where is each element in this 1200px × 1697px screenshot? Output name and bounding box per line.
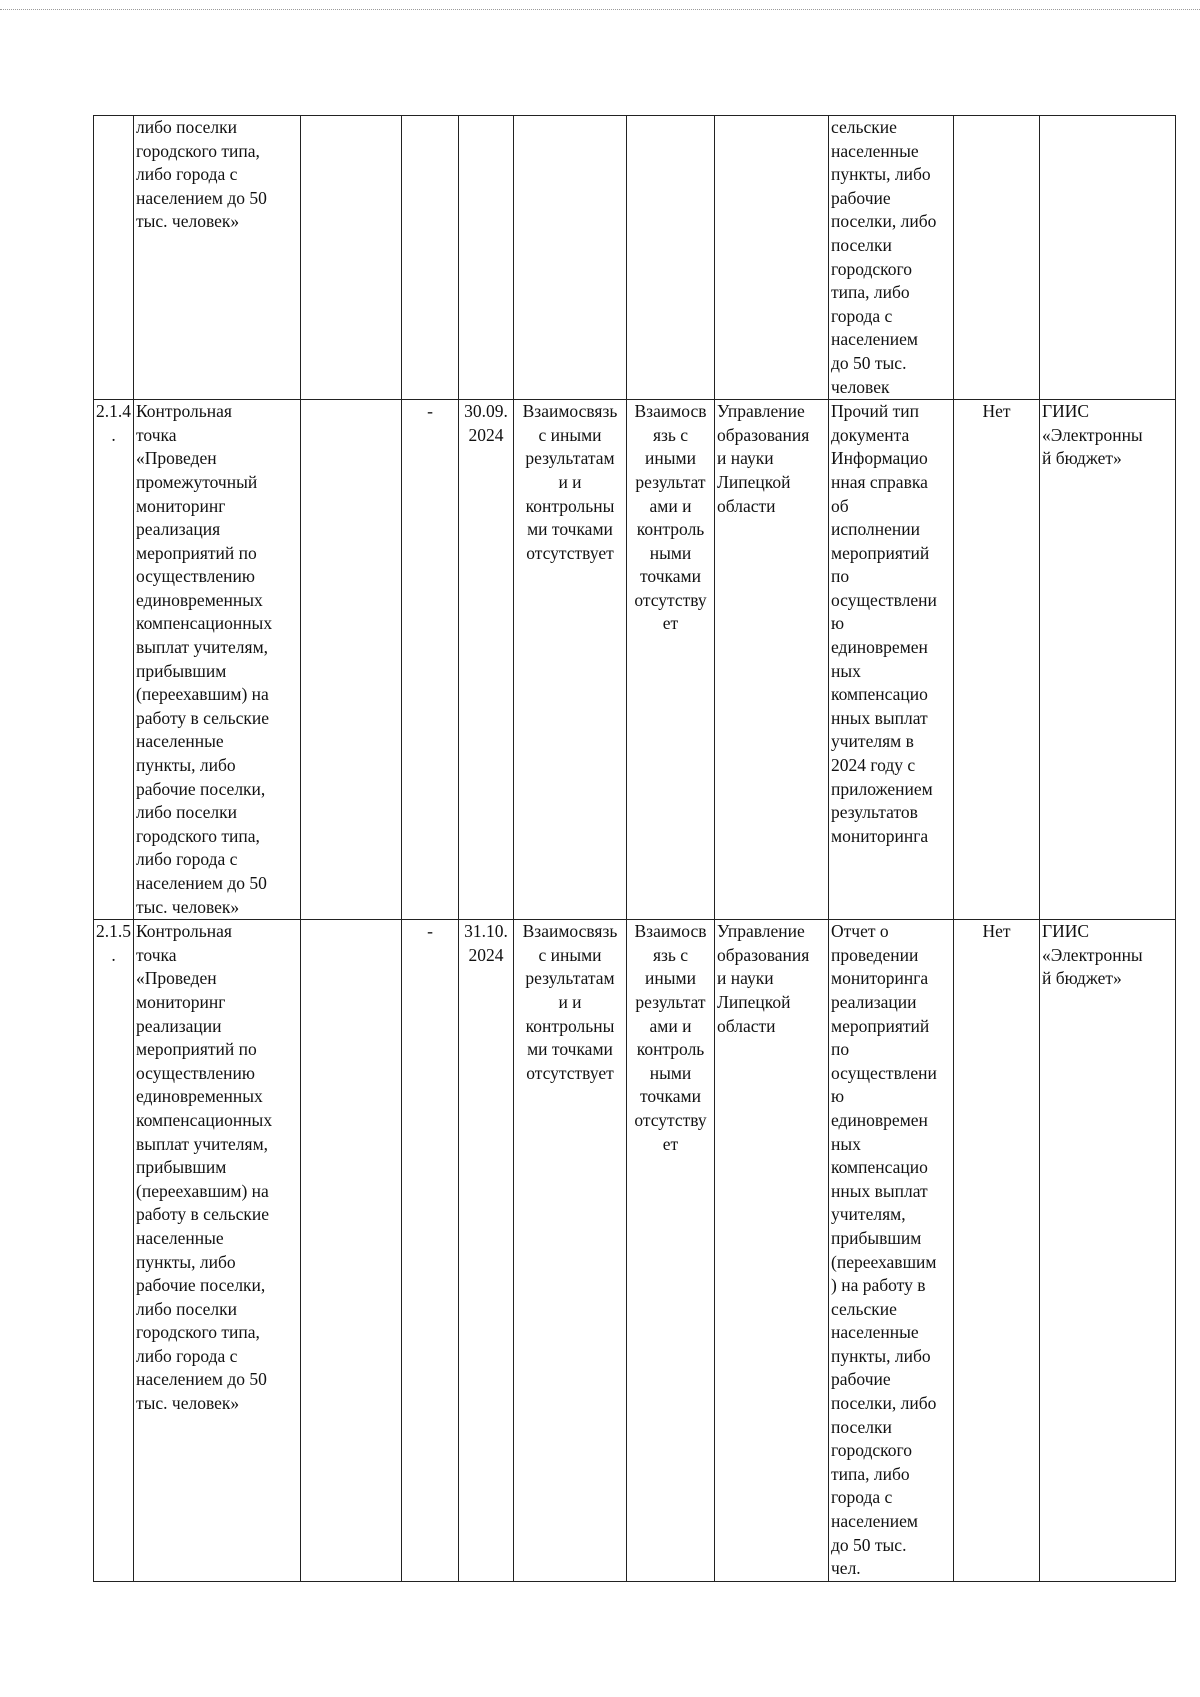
link-results-cell-2: Взаимосв язь с иными результат ами и контроль ными точками отсутству ет xyxy=(627,920,715,1582)
row-number-cell: 2.1.4 . xyxy=(94,400,134,920)
responsible-cell: Управление образования и науки Липецкой области xyxy=(715,400,829,920)
flag-cell xyxy=(954,116,1040,400)
information-system-cell: ГИИС «Электронны й бюджет» xyxy=(1040,400,1176,920)
control-point-name-cell: либо поселки городского типа, либо города с населением до 50 тыс. человек» xyxy=(134,116,301,400)
document-type-cell: сельские населенные пункты, либо рабочие поселки, либо поселки городского типа, либо города с населением до 50 тыс. человек xyxy=(829,116,954,400)
flag-cell: Нет xyxy=(954,920,1040,1582)
information-system-cell: ГИИС «Электронны й бюджет» xyxy=(1040,920,1176,1582)
empty-cell xyxy=(301,400,402,920)
responsible-cell: Управление образования и науки Липецкой области xyxy=(715,920,829,1582)
dash-cell xyxy=(402,116,459,400)
date-cell: 30.09. 2024 xyxy=(459,400,514,920)
link-results-cell-2 xyxy=(627,116,715,400)
control-points-table xyxy=(93,115,1176,1582)
document-type-cell: Прочий тип документа Информацио нная справка об исполнении мероприятий по осуществлени ю единовремен ных компенсацио нных выплат учителям в 2024 году с приложением результатов мониторинга xyxy=(829,400,954,920)
link-results-cell: Взаимосвязь с иными результатам и и контрольны ми точками отсутствует xyxy=(514,920,627,1582)
dash-cell: - xyxy=(402,400,459,920)
link-results-cell: Взаимосвязь с иными результатам и и контрольны ми точками отсутствует xyxy=(514,400,627,920)
table-row xyxy=(94,400,1176,920)
dash-cell: - xyxy=(402,920,459,1582)
date-cell xyxy=(459,116,514,400)
flag-cell: Нет xyxy=(954,400,1040,920)
row-number-cell: 2.1.5 . xyxy=(94,920,134,1582)
control-point-name-cell: Контрольная точка «Проведен промежуточный мониторинг реализация мероприятий по осуществлению единовременных компенсационных выплат учителям, прибывшим (переехавшим) на работу в сельские населенные пункты, либо рабочие поселки, либо поселки городского типа, либо города с населением до 50 тыс. человек» xyxy=(134,400,301,920)
scan-edge-line xyxy=(0,9,1200,10)
information-system-cell xyxy=(1040,116,1176,400)
document-type-cell: Отчет о проведении мониторинга реализации мероприятий по осуществлени ю единовремен ных компенсацио нных выплат учителям, прибывшим (переехавшим ) на работу в сельские населенные пункты, либо рабочие поселки, либо поселки городского типа, либо города с населением до 50 тыс. чел. xyxy=(829,920,954,1582)
table-row xyxy=(94,920,1176,1582)
responsible-cell xyxy=(715,116,829,400)
link-results-cell-2: Взаимосв язь с иными результат ами и контроль ными точками отсутству ет xyxy=(627,400,715,920)
empty-cell xyxy=(301,116,402,400)
control-point-name-cell: Контрольная точка «Проведен мониторинг реализации мероприятий по осуществлению единовременных компенсационных выплат учителям, прибывшим (переехавшим) на работу в сельские населенные пункты, либо рабочие поселки, либо поселки городского типа, либо города с населением до 50 тыс. человек» xyxy=(134,920,301,1582)
row-number-cell xyxy=(94,116,134,400)
link-results-cell xyxy=(514,116,627,400)
date-cell: 31.10. 2024 xyxy=(459,920,514,1582)
empty-cell xyxy=(301,920,402,1582)
table-row xyxy=(94,116,1176,400)
